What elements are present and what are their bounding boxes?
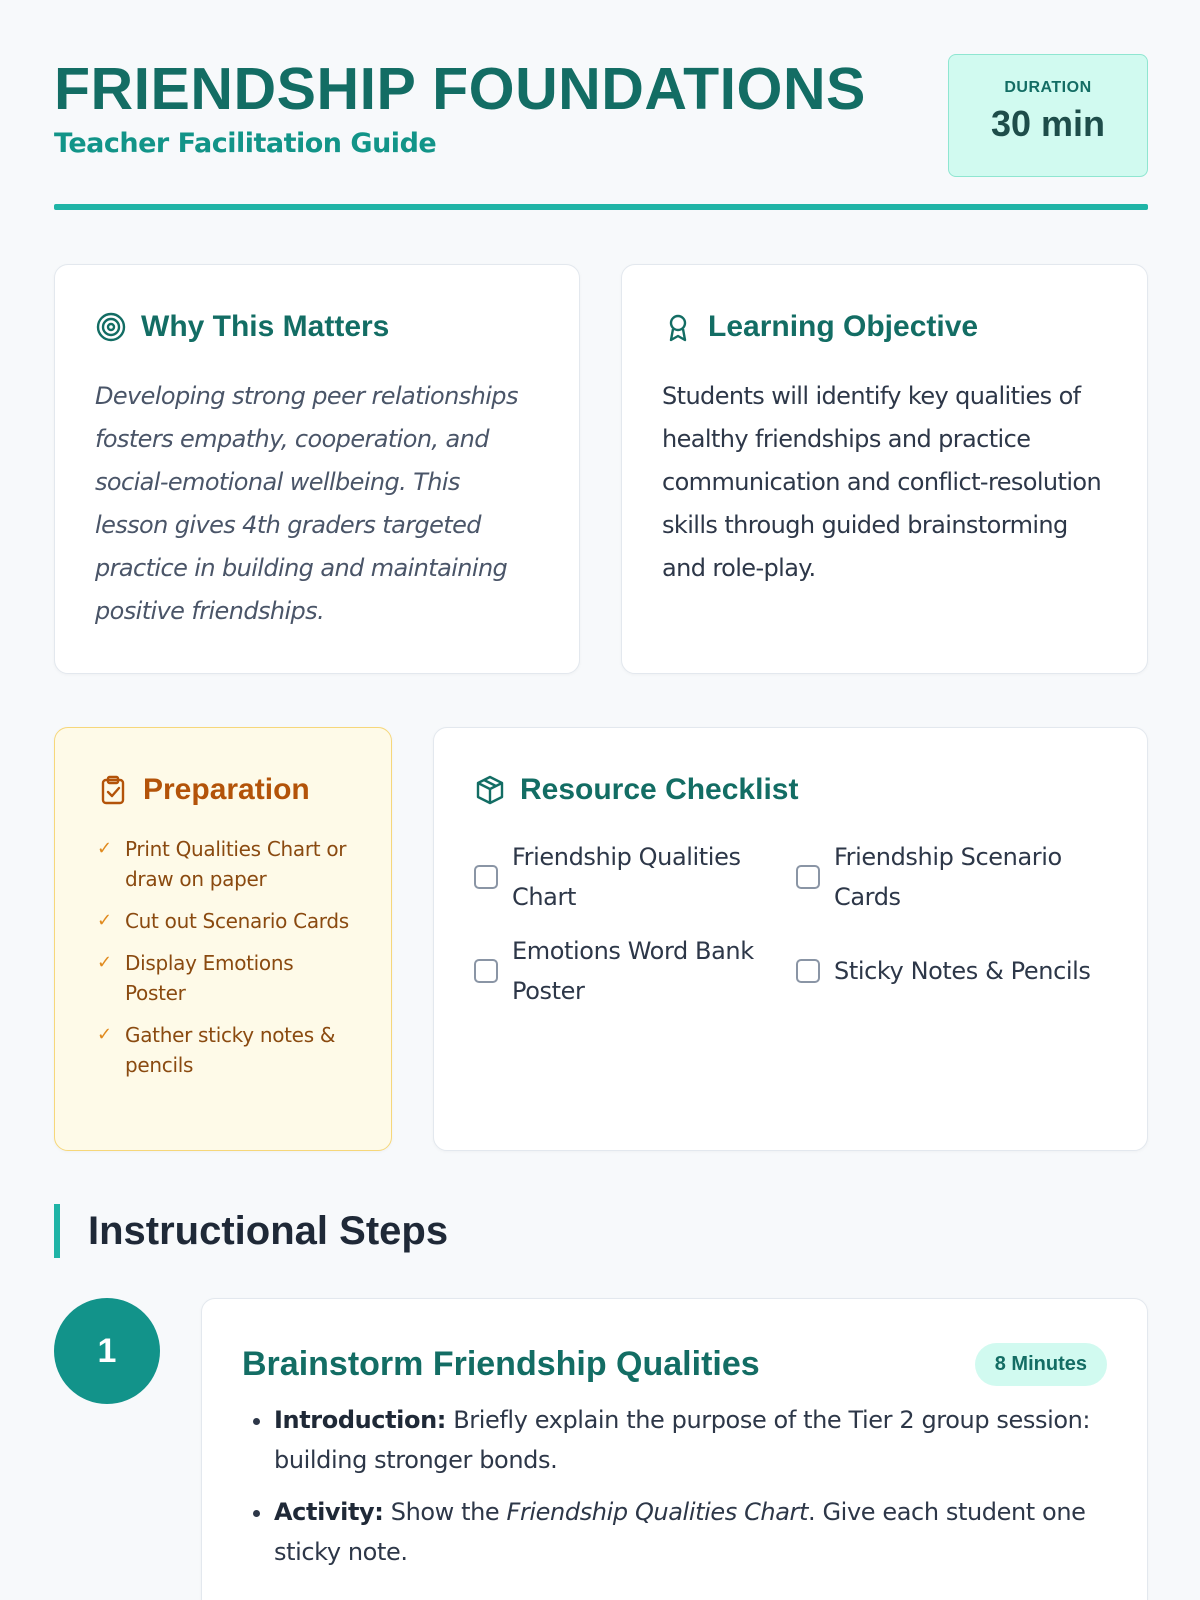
resource-checkbox[interactable] xyxy=(796,865,820,889)
resources-heading xyxy=(474,772,1107,808)
resource-list xyxy=(474,836,1107,1012)
duration-value: 30 min xyxy=(990,103,1106,144)
check-icon: ✓ xyxy=(97,838,112,859)
preparation-item: ✓ Print Qualities Chart or draw on paper xyxy=(97,834,349,894)
preparation-item: ✓ Gather sticky notes & pencils xyxy=(97,1020,349,1080)
resource-checkbox[interactable] xyxy=(474,865,498,889)
step-time-badge: 8 Minutes xyxy=(975,1343,1107,1386)
objective-heading xyxy=(662,309,1107,345)
step-card xyxy=(201,1298,1148,1600)
preparation-item: ✓ Cut out Scenario Cards xyxy=(97,906,349,936)
lesson-page xyxy=(54,0,1148,1566)
resource-checkbox[interactable] xyxy=(796,959,820,983)
objective-body: Students will identify key qualities of healthy friendships and practice communication and conflict-resolution skills through guided brainstorming and role-play. xyxy=(662,382,1102,582)
award-icon xyxy=(662,311,694,343)
objective-card xyxy=(621,264,1148,674)
resource-checkbox[interactable] xyxy=(474,959,498,983)
header-divider xyxy=(54,204,1148,210)
resource-item[interactable]: Sticky Notes & Pencils xyxy=(796,930,1118,1012)
check-icon: ✓ xyxy=(97,1024,112,1045)
step-bullets xyxy=(242,1400,1107,1572)
objective-title: Learning Objective xyxy=(708,310,979,343)
page-header xyxy=(54,0,1148,212)
page-title: FRIENDSHIP FOUNDATIONS xyxy=(54,56,866,122)
step-header xyxy=(242,1343,1107,1386)
step-title: Brainstorm Friendship Qualities xyxy=(242,1345,760,1383)
package-icon xyxy=(474,774,506,806)
duration-label: DURATION xyxy=(1004,79,1092,96)
preparation-title: Preparation xyxy=(143,773,310,806)
preparation-item: ✓ Display Emotions Poster xyxy=(97,948,349,1008)
resources-title: Resource Checklist xyxy=(520,773,799,806)
step-bullet: • Introduction: Briefly explain the purpose of the Tier 2 group session: building stronger bonds. xyxy=(274,1400,1107,1480)
resource-item[interactable]: Friendship Qualities Chart xyxy=(474,836,796,918)
clipboard-check-icon xyxy=(97,774,129,806)
why-title: Why This Matters xyxy=(141,310,390,343)
step-number: 1 xyxy=(54,1298,160,1404)
preparation-card xyxy=(54,727,392,1151)
resource-item[interactable]: Emotions Word Bank Poster xyxy=(474,930,796,1012)
check-icon: ✓ xyxy=(97,910,112,931)
page-subtitle: Teacher Facilitation Guide xyxy=(54,128,437,159)
steps-heading: Instructional Steps xyxy=(54,1204,448,1258)
resource-item[interactable]: Friendship Scenario Cards xyxy=(796,836,1118,918)
why-body: Developing strong peer relationships fosters empathy, cooperation, and social-emotional wellbeing. This lesson gives 4th graders targeted practice in building and maintaining positive friendships. xyxy=(95,382,518,625)
target-icon xyxy=(95,311,127,343)
preparation-heading xyxy=(97,772,349,808)
resource-checklist-card xyxy=(433,727,1148,1151)
duration-badge xyxy=(948,54,1148,177)
why-heading xyxy=(95,309,539,345)
check-icon: ✓ xyxy=(97,952,112,973)
step-bullet: • Activity: Show the Friendship Qualities Chart. Give each student one sticky note. xyxy=(274,1492,1107,1572)
why-card xyxy=(54,264,580,674)
preparation-list xyxy=(97,834,349,1080)
